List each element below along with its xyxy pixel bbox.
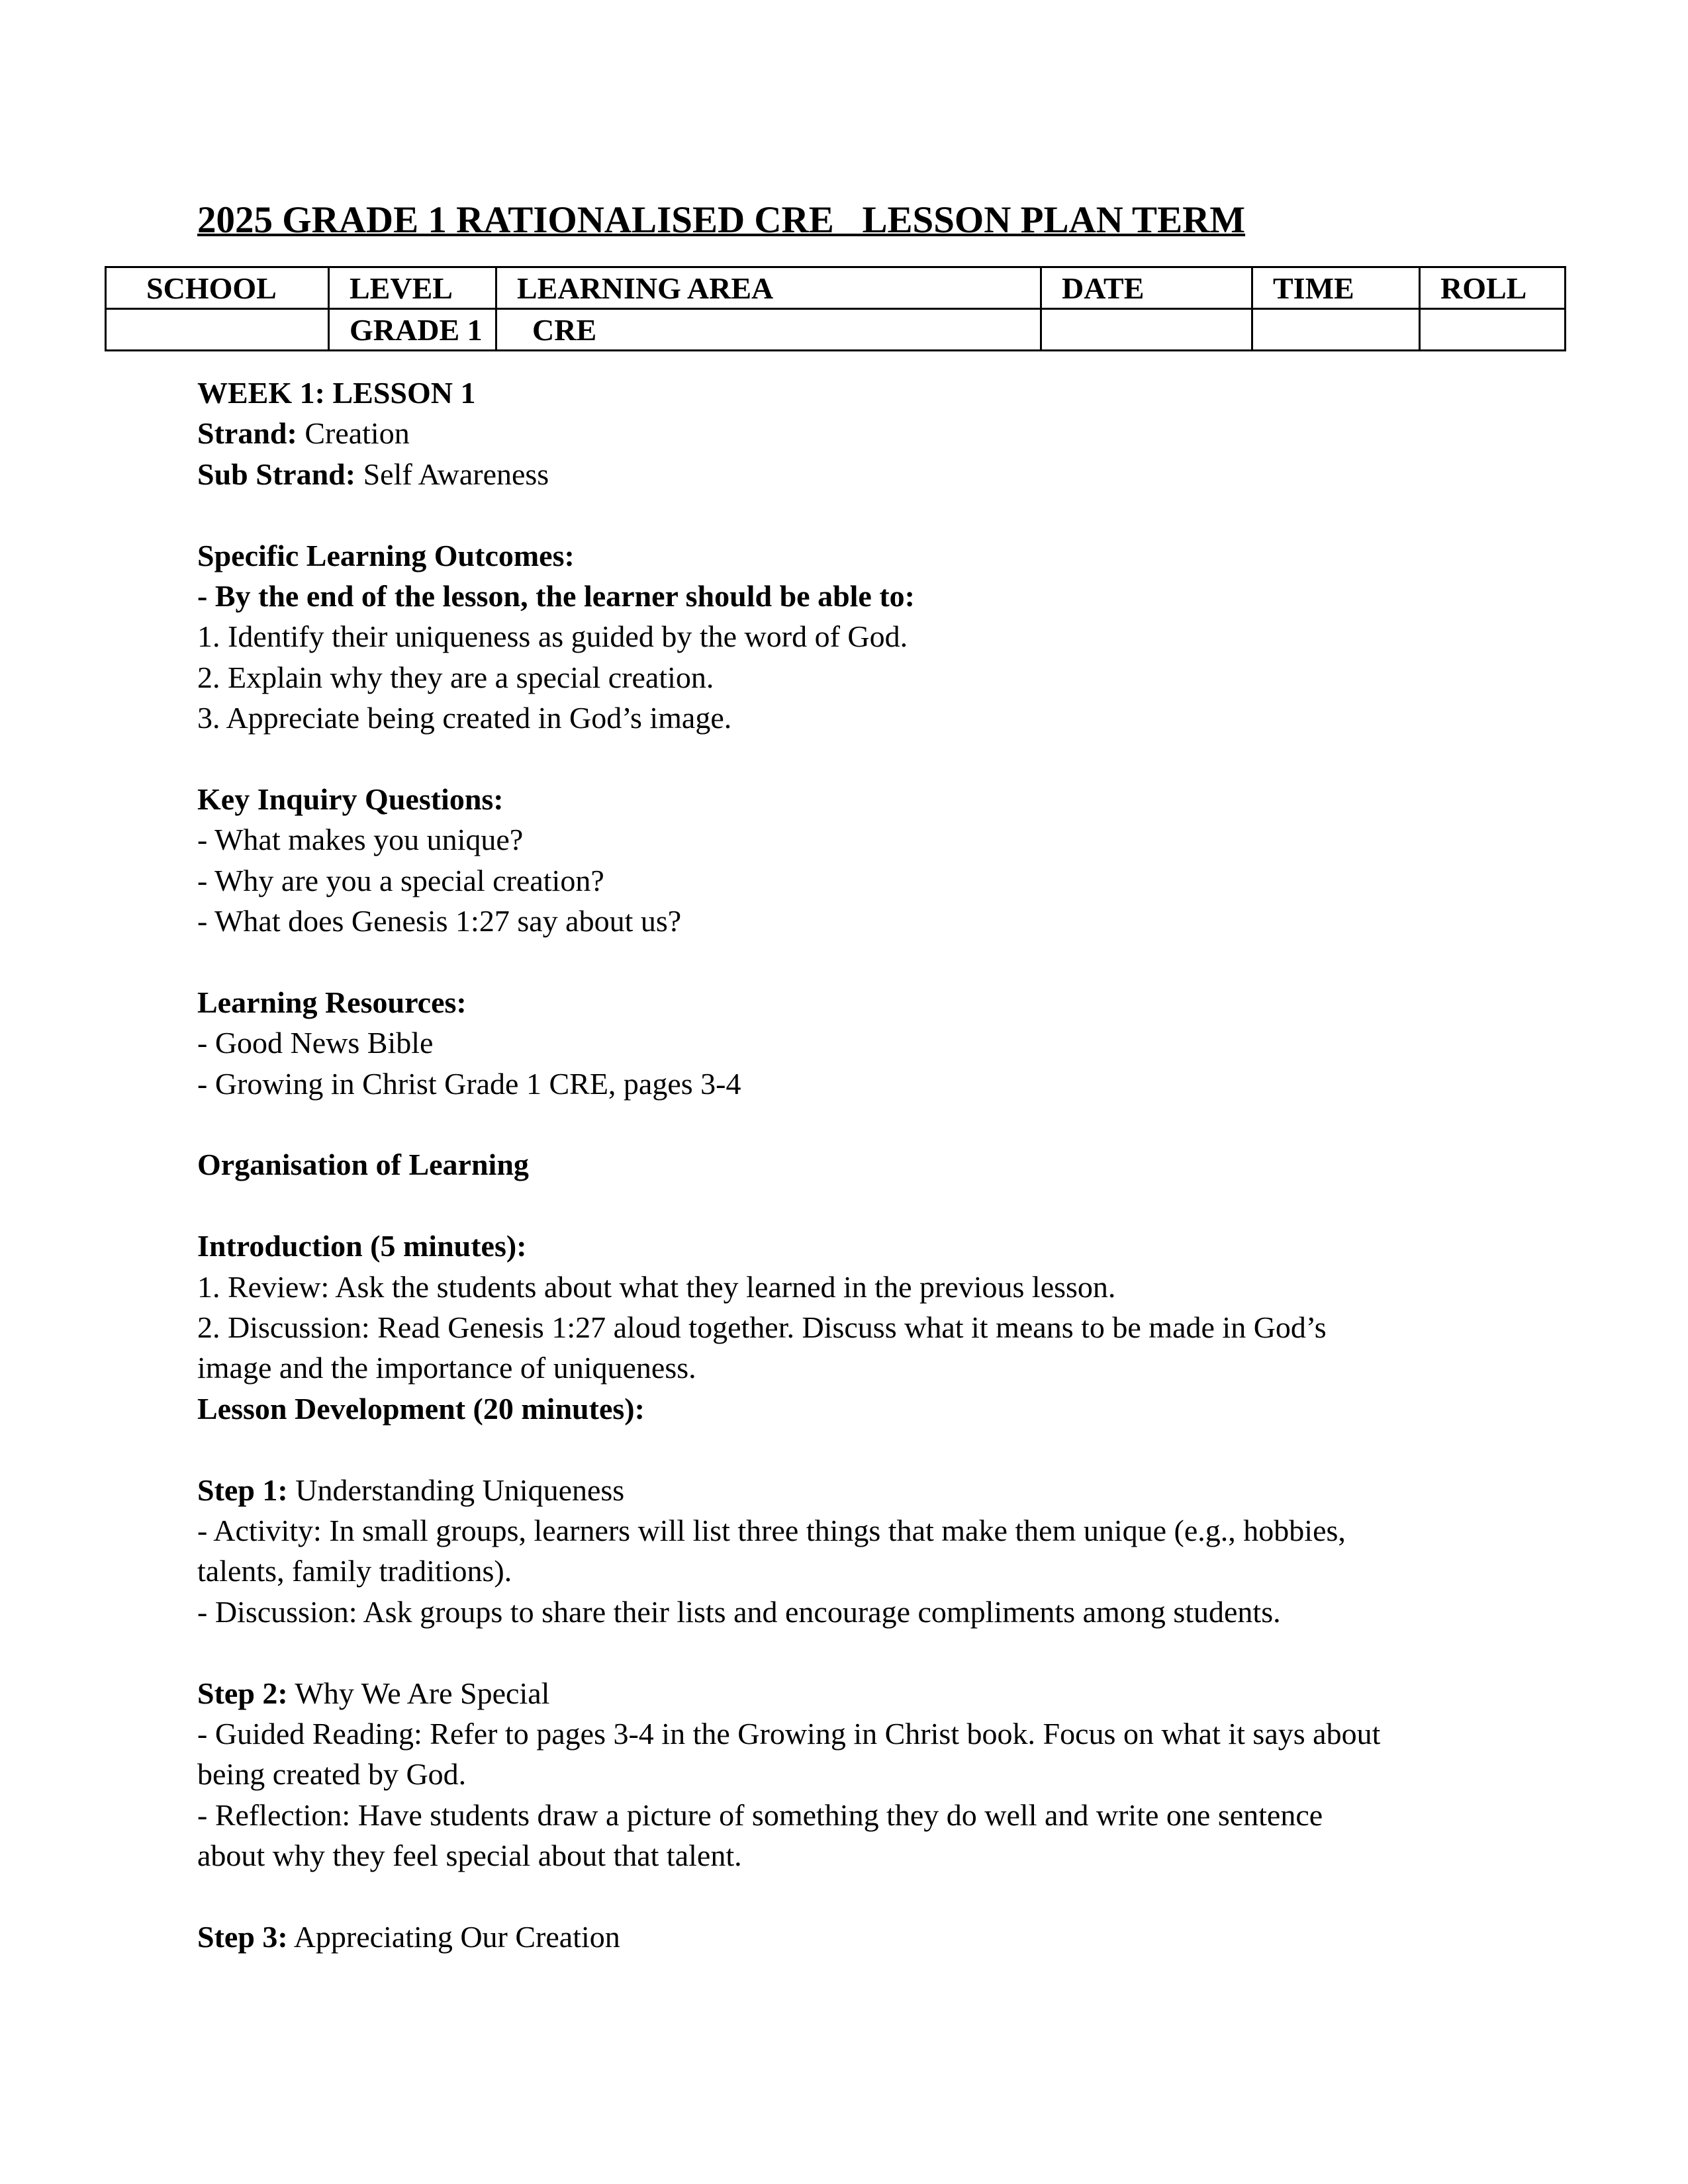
line-bold-label: Step 2: (197, 1676, 288, 1710)
line-text: 3. Appreciate being created in God’s image. (197, 701, 732, 735)
text-line (197, 1388, 1587, 1429)
line-text: image and the importance of uniqueness. (197, 1351, 696, 1385)
text-line (197, 373, 1587, 413)
text-line (197, 1510, 1587, 1551)
text-line (197, 982, 1587, 1023)
text-line (197, 1795, 1587, 1835)
line-text: about why they feel special about that talent. (197, 1839, 742, 1873)
line-text: - What makes you unique? (197, 823, 524, 857)
text-line (197, 1104, 1587, 1144)
line-text: - Good News Bible (197, 1026, 434, 1060)
line-text: - Discussion: Ask groups to share their lists and encourage compliments among students. (197, 1594, 1281, 1629)
header-date: DATE (1041, 267, 1252, 309)
text-line (197, 860, 1587, 901)
line-bold-label: Specific Learning Outcomes: (197, 538, 575, 572)
header-roll: ROLL (1420, 267, 1566, 309)
line-bold-label: Step 1: (197, 1473, 288, 1507)
line-bold-label: Introduction (5 minutes): (197, 1229, 527, 1263)
line-text: - What does Genesis 1:27 say about us? (197, 904, 682, 938)
line-bold-label: Lesson Development (20 minutes): (197, 1391, 645, 1426)
header-learning-area: LEARNING AREA (496, 267, 1041, 309)
line-text: - Activity: In small groups, learners will list three things that make them unique (e.g., hobbies, (197, 1513, 1346, 1547)
line-bold-label: Key Inquiry Questions: (197, 782, 504, 816)
line-text: Self Awareness (355, 457, 549, 491)
cell-date (1041, 309, 1252, 351)
line-text: 2. Explain why they are a special creation. (197, 660, 714, 694)
text-line (197, 1185, 1587, 1226)
text-line (197, 1551, 1587, 1591)
table-row (106, 309, 1566, 351)
line-text: talents, family traditions). (197, 1554, 512, 1588)
text-line (197, 1064, 1587, 1104)
line-bold-label: Sub Strand: (197, 457, 356, 491)
text-line (197, 698, 1587, 738)
line-text: Appreciating Our Creation (287, 1919, 620, 1954)
line-text: 1. Identify their uniqueness as guided by the word of God. (197, 619, 908, 654)
text-line (197, 779, 1587, 819)
text-line (197, 1429, 1587, 1469)
document-title: 2025 GRADE 1 RATIONALISED CRE LESSON PLAN TERM (197, 199, 1246, 241)
text-line (197, 413, 1587, 453)
line-bold-label: Learning Resources: (197, 985, 467, 1019)
text-line (197, 576, 1587, 616)
cell-school (106, 309, 329, 351)
line-bold-label: Step 3: (197, 1919, 288, 1954)
text-line (197, 1632, 1587, 1672)
header-school: SCHOOL (106, 267, 329, 309)
text-line (197, 1835, 1587, 1876)
text-line (197, 1713, 1587, 1754)
line-bold-label: Organisation of Learning (197, 1148, 529, 1182)
text-line (197, 1023, 1587, 1063)
text-line (197, 1267, 1587, 1307)
line-text: 2. Discussion: Read Genesis 1:27 aloud together. Discuss what it means to be made in God’s (197, 1310, 1327, 1344)
text-line (197, 1673, 1587, 1713)
text-line (197, 535, 1587, 576)
text-line (197, 941, 1587, 981)
line-text: - Why are you a special creation? (197, 863, 604, 897)
line-text: 1. Review: Ask the students about what they learned in the previous lesson. (197, 1269, 1116, 1304)
header-level: LEVEL (329, 267, 496, 309)
line-text: Creation (297, 416, 410, 451)
line-text: Understanding Uniqueness (287, 1473, 625, 1507)
table-header-row (106, 267, 1566, 309)
text-line (197, 819, 1587, 860)
text-line (197, 454, 1587, 494)
text-line (197, 1144, 1587, 1185)
line-bold-label: - By the end of the lesson, the learner should be able to: (197, 578, 915, 613)
text-line (197, 739, 1587, 779)
text-line (197, 1917, 1587, 1957)
cell-time (1252, 309, 1420, 351)
text-line (197, 657, 1587, 698)
header-time: TIME (1252, 267, 1420, 309)
text-line (197, 1876, 1587, 1916)
line-bold-label: Strand: (197, 416, 297, 451)
text-line (197, 1347, 1587, 1388)
text-line (197, 1307, 1587, 1347)
text-line (197, 494, 1587, 535)
line-text: - Guided Reading: Refer to pages 3-4 in the Growing in Christ book. Focus on what it says about (197, 1716, 1381, 1751)
cell-level: GRADE 1 (329, 309, 496, 351)
line-text: Why We Are Special (287, 1676, 550, 1710)
line-text: - Reflection: Have students draw a picture of something they do well and write one sentence (197, 1797, 1323, 1832)
text-line (197, 616, 1587, 657)
cell-roll (1420, 309, 1566, 351)
text-line (197, 1226, 1587, 1266)
text-line (197, 1592, 1587, 1632)
text-line (197, 901, 1587, 941)
line-bold-label: WEEK 1: LESSON 1 (197, 376, 476, 410)
line-text: being created by God. (197, 1757, 467, 1792)
text-line (197, 1754, 1587, 1794)
lesson-info-table (105, 266, 1566, 351)
text-line (197, 1470, 1587, 1510)
line-text: - Growing in Christ Grade 1 CRE, pages 3-4 (197, 1066, 741, 1101)
cell-learning-area: CRE (496, 309, 1041, 351)
lesson-body (197, 373, 1587, 1957)
